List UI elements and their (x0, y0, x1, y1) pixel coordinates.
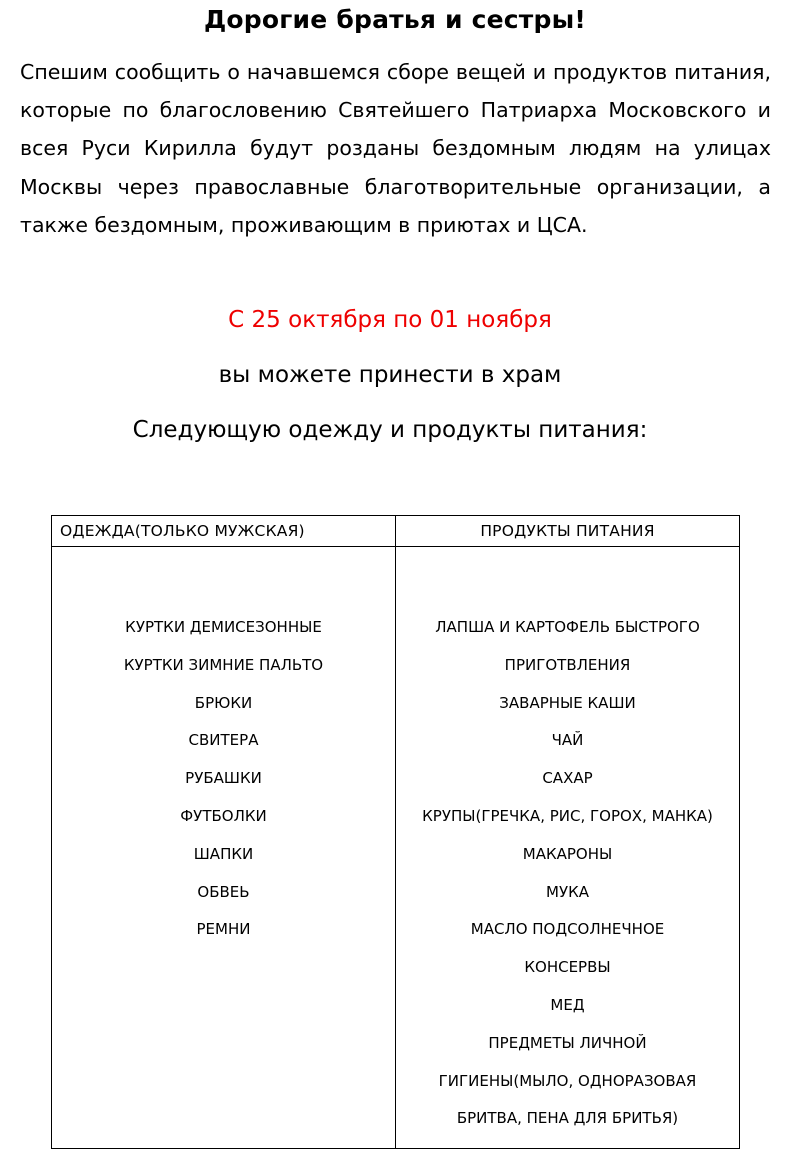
table-header-row (52, 516, 739, 547)
food-column (396, 547, 739, 1148)
clothing-item: ФУТБОЛКИ (180, 806, 267, 825)
food-column-header: ПРОДУКТЫ ПИТАНИЯ (480, 522, 655, 540)
food-item: МАКАРОНЫ (522, 844, 613, 863)
food-item: ПРИГОТВЛЕНИЯ (504, 655, 631, 674)
food-item: ГИГИЕНЫ(МЫЛО, ОДНОРАЗОВАЯ (438, 1071, 697, 1090)
collection-dates: С 25 октября по 01 ноября (228, 307, 552, 333)
food-item: КОНСЕРВЫ (524, 958, 611, 977)
food-item: КРУПЫ(ГРЕЧКА, РИС, ГОРОХ, МАНКА) (422, 806, 713, 825)
clothing-item: БРЮКИ (194, 693, 253, 712)
clothing-item: КУРТКИ ЗИМНИЕ ПАЛЬТО (123, 655, 324, 674)
food-item: БРИТВА, ПЕНА ДЛЯ БРИТЬЯ) (456, 1109, 679, 1128)
clothing-item: ШАПКИ (193, 844, 254, 863)
food-item: ЧАЙ (551, 731, 584, 750)
food-item: МАСЛО ПОДСОЛНЕЧНОЕ (470, 920, 665, 939)
food-item: ПРЕДМЕТЫ ЛИЧНОЙ (488, 1033, 647, 1052)
food-list (396, 547, 739, 1138)
items-intro-line: Следующую одежду и продукты питания: (132, 417, 648, 443)
intro-paragraph: Спешим сообщить о начавшемся сборе вещей и продуктов питания, которые по благословению Святейшего Патриарха Московского и всея Руси Кирилла будут розданы бездомным людям на улицах Москвы через православные благотворительные организации, а также бездомным, проживающим в приютах и ЦСА. (20, 60, 771, 237)
page-title: Дорогие братья и сестры! (203, 5, 587, 34)
clothing-column (52, 547, 396, 1148)
donation-table (51, 515, 740, 1149)
food-item: МУКА (546, 882, 589, 901)
clothing-item: РУБАШКИ (185, 769, 262, 788)
clothing-item: РЕМНИ (196, 920, 251, 939)
food-item: МЕД (550, 995, 585, 1014)
bring-to-church-line: вы можете принести в храм (218, 362, 562, 388)
clothing-item: КУРТКИ ДЕМИСЕЗОННЫЕ (125, 618, 322, 636)
food-item: САХАР (542, 769, 593, 788)
clothing-item: ОБВЕЬ (197, 882, 250, 901)
clothing-item: СВИТЕРА (188, 731, 259, 750)
food-item: ЗАВАРНЫЕ КАШИ (499, 693, 636, 712)
food-item: ЛАПША И КАРТОФЕЛЬ БЫСТРОГО (435, 618, 700, 636)
clothing-list (52, 547, 395, 949)
clothing-column-header: ОДЕЖДА(ТОЛЬКО МУЖСКАЯ) (52, 516, 396, 546)
table-body (52, 547, 739, 1148)
